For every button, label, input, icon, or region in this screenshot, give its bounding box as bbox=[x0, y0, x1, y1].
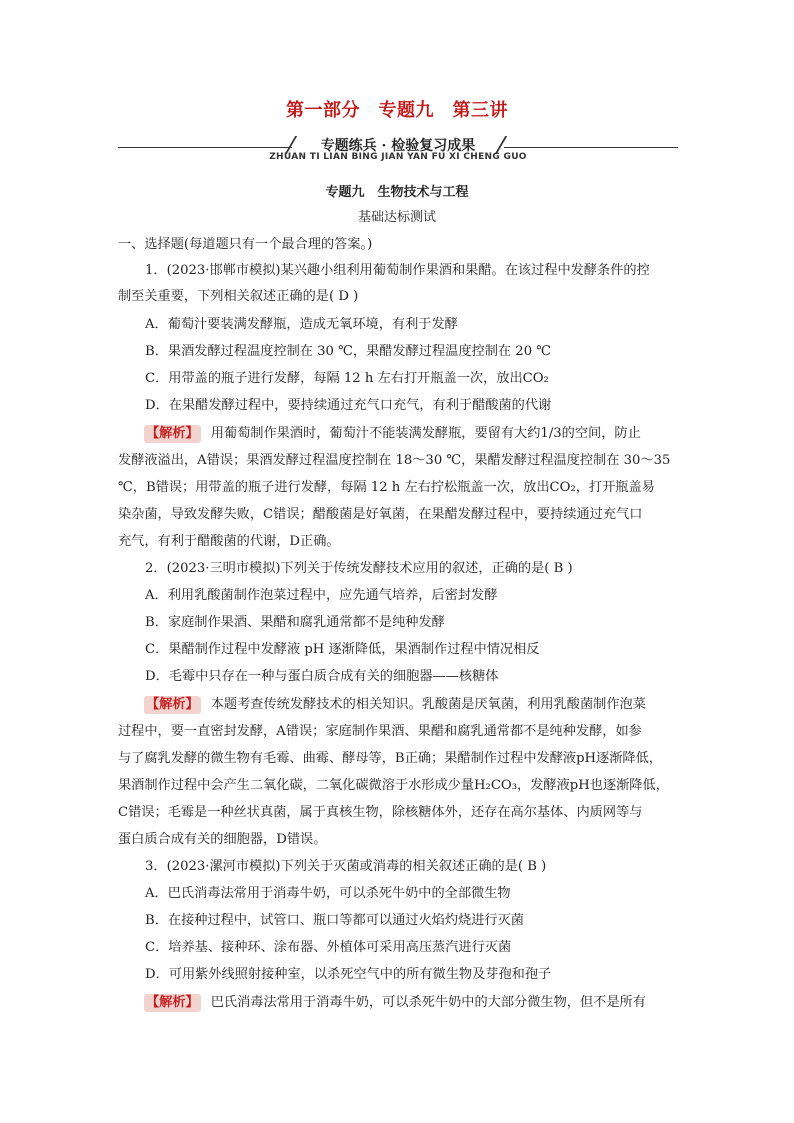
line-text: 染杂菌，导致发酵失败，C错误；醋酸菌是好氧菌，在果醋发酵过程中，要持续通过充气口 bbox=[118, 507, 643, 522]
text-line bbox=[118, 452, 678, 470]
analysis-tag: 【解析】 bbox=[146, 426, 199, 441]
line-text: 3．(2023·漯河市模拟)下列关于灭菌或消毒的相关叙述正确的是( B ) bbox=[145, 859, 547, 874]
text-line bbox=[145, 614, 678, 632]
text-line bbox=[118, 777, 678, 795]
topic-heading: 专题九 生物技术与工程 bbox=[325, 185, 469, 200]
line-text: B．家庭制作果酒、果醋和腐乳通常都不是纯种发酵 bbox=[145, 615, 445, 630]
analysis-tag: 【解析】 bbox=[146, 995, 199, 1010]
text-line bbox=[145, 912, 678, 930]
text-line bbox=[118, 533, 678, 551]
line-text: 本题考查传统发酵技术的相关知识。乳酸菌是厌氧菌，利用乳酸菌制作泡菜 bbox=[210, 697, 646, 712]
line-text: 一、选择题(每道题只有一个最合理的答案。) bbox=[118, 237, 373, 252]
line-text: B．果酒发酵过程温度控制在 30 ℃，果醋发酵过程温度控制在 20 ℃ bbox=[145, 344, 552, 359]
text-line bbox=[145, 560, 678, 578]
text-line bbox=[145, 858, 678, 876]
text-line bbox=[145, 966, 678, 984]
line-text: B．在接种过程中，试管口、瓶口等都可以通过火焰灼烧进行灭菌 bbox=[145, 913, 524, 928]
line-text: A．巴氏消毒法常用于消毒牛奶，可以杀死牛奶中的全部微生物 bbox=[145, 886, 511, 901]
analysis-line bbox=[118, 696, 678, 714]
line-text: 发酵液溢出，A错误；果酒发酵过程温度控制在 18～30 ℃，果醋发酵过程温度控制在 30～35 bbox=[118, 453, 671, 468]
banner-pinyin: ZHUAN TI LIAN BING JIAN YAN FU XI CHENG GUO bbox=[269, 152, 527, 162]
text-line bbox=[118, 750, 678, 768]
text-line bbox=[118, 723, 678, 741]
text-line bbox=[145, 370, 678, 388]
text-line bbox=[118, 236, 678, 254]
line-text: 1．(2023·邯郸市模拟)某兴趣小组利用葡萄制作果酒和果醋。在该过程中发酵条件的控 bbox=[145, 263, 650, 278]
text-line bbox=[145, 587, 678, 605]
text-line bbox=[118, 479, 678, 497]
line-text: D．可用紫外线照射接种室，以杀死空气中的所有微生物及芽孢和孢子 bbox=[145, 967, 552, 982]
line-text: 用葡萄制作果酒时，葡萄汁不能装满发酵瓶，要留有大约1/3的空间，防止 bbox=[210, 426, 641, 441]
text-line bbox=[118, 804, 678, 822]
line-text: ℃，B错误；用带盖的瓶子进行发酵，每隔 12 h 左右拧松瓶盖一次，放出CO₂，打开瓶盖易 bbox=[118, 480, 655, 495]
text-line bbox=[145, 939, 678, 957]
text-line bbox=[145, 641, 678, 659]
line-text: 过程中，要一直密封发酵，A错误；家庭制作果酒、果醋和腐乳通常都不是纯种发酵，如参 bbox=[118, 724, 642, 739]
line-text: C．用带盖的瓶子进行发酵，每隔 12 h 左右打开瓶盖一次，放出CO₂ bbox=[145, 371, 549, 386]
page-title: 第一部分 专题九 第三讲 bbox=[286, 100, 508, 121]
line-text: C．培养基、接种环、涂布器、外植体可采用高压蒸汽进行灭菌 bbox=[145, 940, 512, 955]
text-line bbox=[145, 316, 678, 334]
text-line bbox=[145, 343, 678, 361]
analysis-tag: 【解析】 bbox=[146, 697, 199, 712]
text-line bbox=[118, 506, 678, 524]
text-line bbox=[145, 668, 678, 686]
banner-heading: 专题练兵 · 检验复习成果 bbox=[320, 138, 476, 154]
test-heading: 基础达标测试 bbox=[357, 210, 436, 225]
analysis-line bbox=[118, 994, 678, 1012]
line-text: C错误；毛霉是一种丝状真菌，属于真核生物，除核糖体外，还存在高尔基体、内质网等与 bbox=[118, 805, 643, 820]
section-banner bbox=[118, 132, 678, 172]
line-text: 制至关重要，下列相关叙述正确的是( D ) bbox=[118, 289, 359, 304]
line-text: 果酒制作过程中会产生二氧化碳，二氧化碳微溶于水形成少量H₂CO₃，发酵液pH也逐渐降低， bbox=[118, 778, 669, 793]
text-line bbox=[118, 288, 678, 306]
line-text: A．利用乳酸菌制作泡菜过程中，应先通气培养，后密封发酵 bbox=[145, 588, 498, 603]
text-line bbox=[145, 262, 678, 280]
line-text: D．在果醋发酵过程中，要持续通过充气口充气，有利于醋酸菌的代谢 bbox=[145, 398, 552, 413]
text-line bbox=[118, 831, 678, 849]
line-text: 与了腐乳发酵的微生物有毛霉、曲霉、酵母等，B正确；果醋制作过程中发酵液pH逐渐降低， bbox=[118, 751, 662, 766]
text-line bbox=[145, 397, 678, 415]
line-text: 2．(2023·三明市模拟)下列关于传统发酵技术应用的叙述，正确的是( B ) bbox=[145, 561, 573, 576]
banner-rule-right bbox=[504, 147, 678, 148]
line-text: 巴氏消毒法常用于消毒牛奶，可以杀死牛奶中的大部分微生物，但不是所有 bbox=[210, 995, 646, 1010]
line-text: 充气，有利于醋酸菌的代谢，D正确。 bbox=[118, 534, 340, 549]
line-text: 蛋白质合成有关的细胞器，D错误。 bbox=[118, 832, 327, 847]
line-text: D．毛霉中只存在一种与蛋白质合成有关的细胞器——核糖体 bbox=[145, 669, 499, 684]
line-text: A．葡萄汁要装满发酵瓶，造成无氧环境，有利于发酵 bbox=[145, 317, 458, 332]
line-text: C．果醋制作过程中发酵液 pH 逐渐降低，果酒制作过程中情况相反 bbox=[145, 642, 540, 657]
text-line bbox=[145, 885, 678, 903]
analysis-line bbox=[118, 425, 678, 443]
